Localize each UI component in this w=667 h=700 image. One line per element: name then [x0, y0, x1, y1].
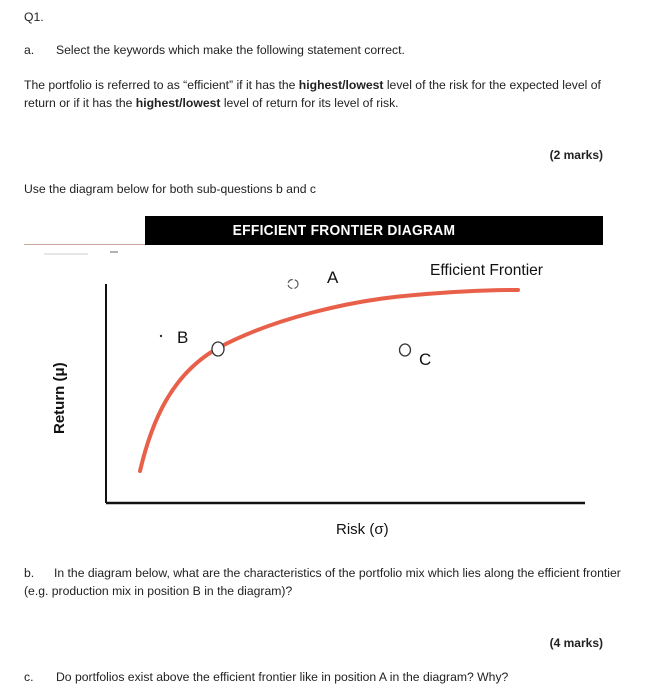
part-a-instruction: Select the keywords which make the following statement correct. [56, 43, 405, 57]
diagram-intro: Use the diagram below for both sub-questions b and c [24, 182, 316, 196]
x-axis-label: Risk (σ) [336, 521, 389, 538]
part-b-marks: (4 marks) [549, 636, 603, 650]
part-a-label: a. [24, 43, 35, 57]
part-b-label: b. [24, 566, 35, 580]
point-b-label: B [177, 328, 189, 347]
part-b-text: In the diagram below, what are the characteristics of the portfolio mix which lies along the efficient frontier (e.g. production mix in position B in the diagram)? [24, 566, 621, 598]
point-a-marker [288, 280, 298, 289]
part-c-label: c. [24, 670, 34, 684]
efficient-frontier-curve [140, 290, 518, 471]
question-number: Q1. [24, 10, 44, 24]
part-a-marks: (2 marks) [549, 148, 603, 162]
keyword-choice-1: highest/lowest [298, 78, 384, 92]
point-b-marker [212, 342, 224, 356]
point-b-dot [160, 335, 162, 337]
part-b-question [24, 565, 634, 600]
part-c-question: Do portfolios exist above the efficient frontier like in position A in the diagram? Why? [56, 670, 509, 684]
frontier-label: Efficient Frontier [430, 262, 544, 279]
y-axis-label: Return (μ) [51, 362, 68, 434]
statement-text-3: level of return for its level of risk. [220, 95, 399, 110]
statement-text-2: level of the risk for the expected level of return or if it has the [24, 78, 601, 110]
point-a-label: A [327, 268, 339, 287]
statement-text-1: The portfolio is referred to as “efficient” if it has the [24, 78, 299, 92]
diagram-title: EFFICIENT FRONTIER DIAGRAM [232, 222, 456, 239]
point-c-label: C [419, 350, 432, 369]
keyword-choice-2: highest/lowest [135, 95, 221, 110]
point-c-marker [400, 344, 411, 356]
